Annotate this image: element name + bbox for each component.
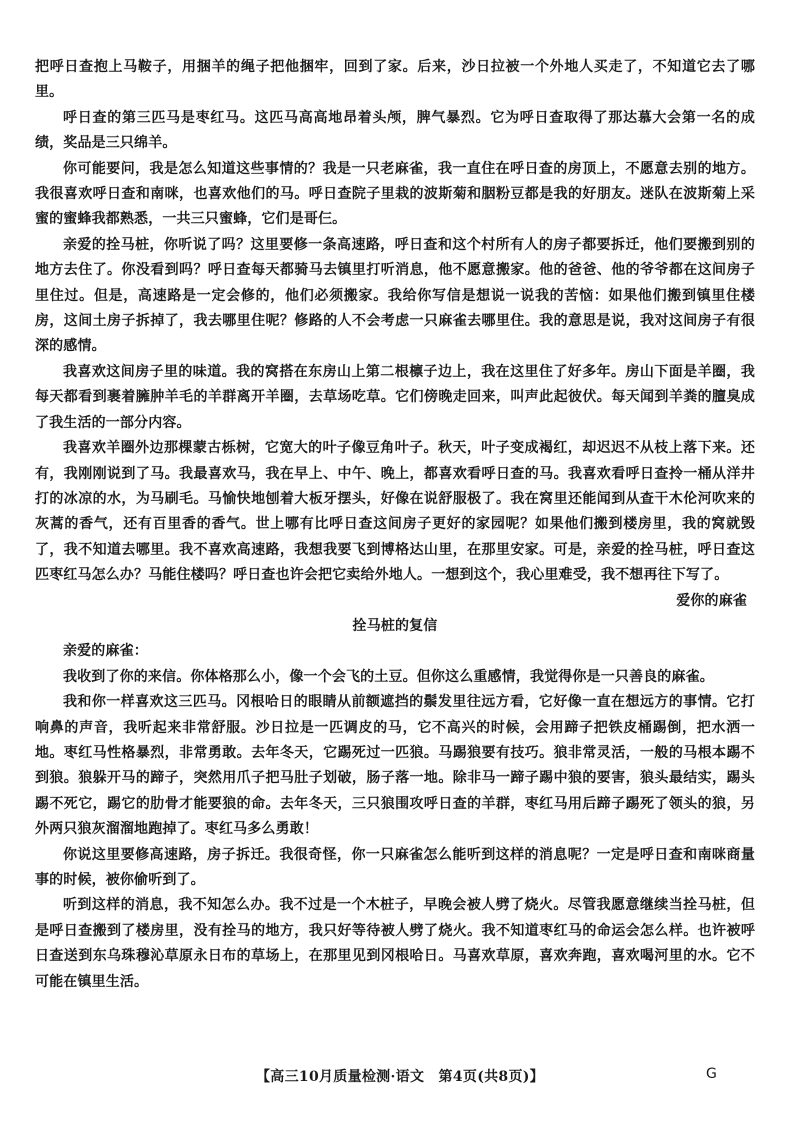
paragraph: 把呼日查抱上马鞍子，用捆羊的绳子把他捆牢，回到了家。后来，沙日拉被一个外地人买走了，不知道它去了哪里。 [35, 59, 755, 101]
salutation: 亲爱的麻雀： [63, 643, 148, 660]
paragraph: 亲爱的拴马桩，你听说了吗？这里要修一条高速路，呼日查和这个村所有人的房子都要拆迁，他们要搬到别的地方去住了。你没看到吗？呼日查每天都骑马去镇里打听消息，他不愿意搬家。他的爸爸、他的爷爷都在这间房子里住过。但是，高速路是一定会修的，他们必须搬家。我给你写信是想说一说我的苦恼：如果他们搬到镇里住楼房，这间土房子拆掉了，我去哪里住呢？修路的人不会考虑一只麻雀去哪里住。我的意思是说，我对这间房子有很深的感情。 [35, 236, 755, 355]
paragraph: 你说这里要修高速路，房子拆迁。我很奇怪，你一只麻雀怎么能听到这样的消息呢？一定是呼日查和南咪商量事的时候，被你偷听到了。 [35, 846, 755, 888]
page-footer: 【高三10月质量检测·语文 第4页(共8页)】 [256, 1069, 544, 1085]
footer-version-mark: G [706, 1066, 717, 1082]
paragraph: 我和你一样喜欢这三匹马。冈根哈日的眼睛从前额遮挡的鬃发里往远方看，它好像一直在想远方的事情。它打响鼻的声音，我听起来非常舒服。沙日拉是一匹调皮的马，它不高兴的时候，会用蹄子把铁皮桶踢倒，把水洒一地。枣红马性格暴烈，非常勇敢。去年冬天，它踢死过一匹狼。马踢狼要有技巧。狼非常灵活，一般的马根本踢不到狼。狼躲开马的蹄子，突然用爪子把马肚子划破，肠子落一地。除非马一蹄子踢中狼的要害，狼头最结实，踢头踢不死它，踢它的肋骨才能要狼的命。去年冬天，三只狼围攻呼日查的羊群，枣红马用后蹄子踢死了领头的狼，另外两只狼灰溜溜地跑掉了。枣红马多么勇敢！ [35, 694, 755, 838]
paragraph: 听到这样的消息，我不知怎么办。我不过是一个木桩子，早晚会被人劈了烧火。尽管我愿意继续当拴马桩，但是呼日查搬到了楼房里，没有拴马的地方，我只好等待被人劈了烧火。我不知道枣红马的命运会怎么样。也许被呼日查送到东乌珠穆沁草原永日布的草场上，在那里见到冈根哈日。马喜欢草原，喜欢奔跑，喜欢喝河里的水。它不可能在镇里生活。 [35, 897, 755, 990]
reply-title: 拴马桩的复信 [352, 617, 438, 634]
paragraph: 我喜欢这间房子里的味道。我的窝搭在东房山上第二根檩子边上，我在这里住了好多年。房山下面是羊圈，我每天都看到裹着臃肿羊毛的羊群离开羊圈，去草场吃草。它们傍晚走回来，叫声此起彼伏。每天闻到羊粪的膻臭成了我生活的一部分内容。 [35, 363, 755, 431]
document-body [35, 55, 755, 995]
letter-signature: 爱你的麻雀 [676, 592, 747, 609]
paragraph: 我喜欢羊圈外边那棵蒙古栎树，它宽大的叶子像豆角叶子。秋天，叶子变成褐红，却迟迟不从枝上落下来。还有，我刚刚说到了马。我最喜欢马，我在早上、中午、晚上，都喜欢看呼日查的马。我喜欢看呼日查拎一桶从洋井打的冰凉的水，为马刷毛。马愉快地刨着大板牙摆头，好像在说舒服极了。我在窝里还能闻到从查干木伦河吹来的灰蒿的香气，还有百里香的香气。世上哪有比呼日查这间房子更好的家园呢？如果他们搬到楼房里，我的窝就毁了，我不知道去哪里。我不喜欢高速路，我想我要飞到博格达山里，在那里安家。可是，亲爱的拴马桩，呼日查这匹枣红马怎么办？马能住楼吗？呼日查也许会把它卖给外地人。一想到这个，我心里难受，我不想再往下写了。 [35, 440, 755, 584]
paragraph: 我收到了你的来信。你体格那么小，像一个会飞的土豆。但你这么重感情，我觉得你是一只善良的麻雀。 [63, 668, 714, 685]
paragraph: 呼日查的第三匹马是枣红马。这匹马高高地昂着头颅，脾气暴烈。它为呼日查取得了那达慕大会第一名的成绩，奖品是三只绵羊。 [35, 109, 755, 152]
paragraph: 你可能要问，我是怎么知道这些事情的？我是一只老麻雀，我一直住在呼日查的房顶上，不愿意去别的地方。我很喜欢呼日查和南咪，也喜欢他们的马。呼日查院子里栽的波斯菊和胭粉豆都是我的好朋友。迷队在波斯菊上采蜜的蜜蜂我都熟悉，一共三只蜜蜂，它们是哥仨。 [35, 160, 755, 228]
